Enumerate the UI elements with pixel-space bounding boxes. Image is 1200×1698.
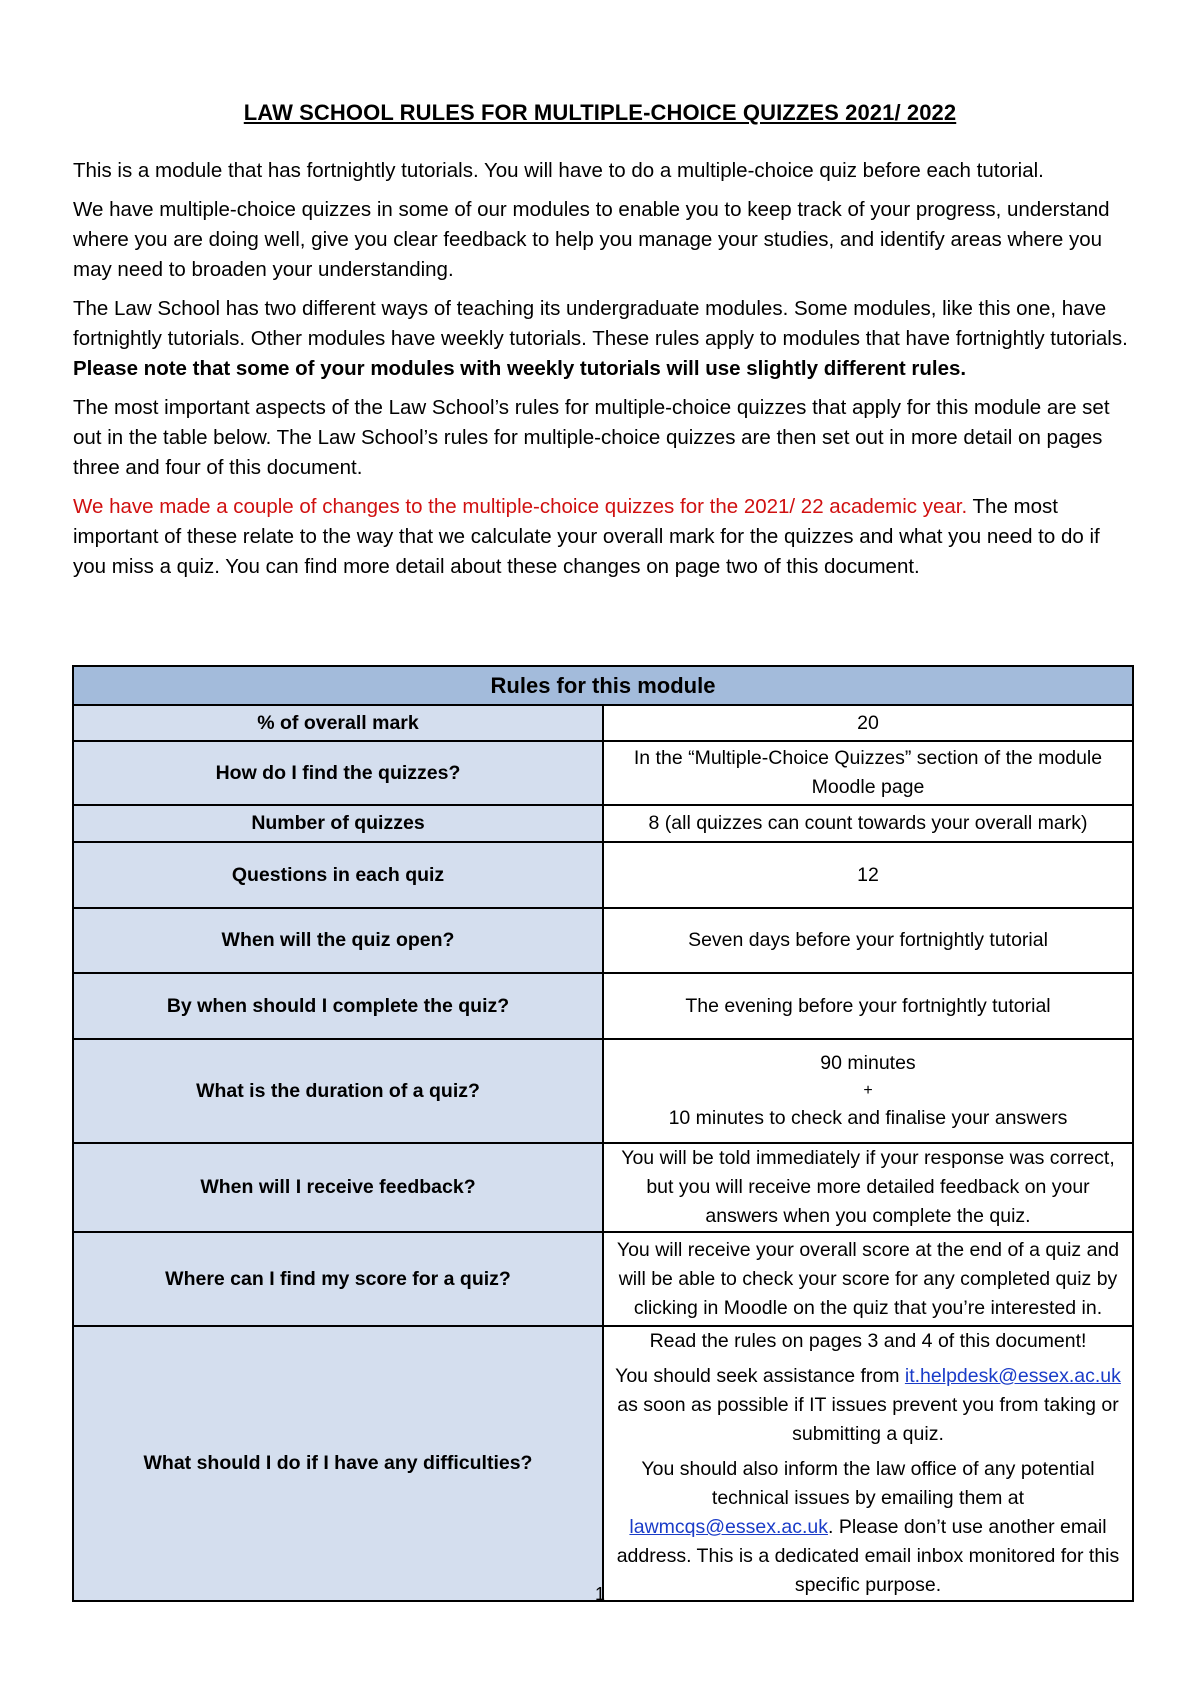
row-label: Questions in each quiz bbox=[73, 842, 603, 908]
helpdesk-text-pre: You should seek assistance from bbox=[615, 1365, 900, 1387]
duration-line-2: 10 minutes to check and finalise your answers bbox=[668, 1107, 1068, 1129]
row-value: You will be told immediately if your response was correct, but you will receive more detailed feedback on your answers when you complete the quiz. bbox=[603, 1143, 1133, 1232]
table-row bbox=[73, 842, 1133, 908]
row-value: 12 bbox=[603, 842, 1133, 908]
intro-paragraph-4: The most important aspects of the Law School’s rules for multiple-choice quizzes that apply for this module are set out in the table below. The Law School’s rules for multiple-choice quizzes are then set out in more detail on pages three and four of this document. bbox=[73, 396, 1110, 479]
lawoffice-text-post: . Please don’t use another email address. This is a dedicated email inbox monitored for this specific purpose. bbox=[616, 1516, 1120, 1596]
table-row bbox=[73, 1039, 1133, 1143]
difficulties-line-1: Read the rules on pages 3 and 4 of this document! bbox=[649, 1330, 1087, 1352]
lawoffice-text-pre: You should also inform the law office of any potential technical issues by emailing them at bbox=[641, 1458, 1095, 1509]
table-row bbox=[73, 1326, 1133, 1601]
row-value: You will receive your overall score at the end of a quiz and will be able to check your score for any completed quiz by clicking in Moodle on the quiz that you’re interested in. bbox=[603, 1232, 1133, 1326]
row-value: In the “Multiple-Choice Quizzes” section of the module Moodle page bbox=[603, 741, 1133, 805]
paragraph-3-text: The Law School has two different ways of teaching its undergraduate modules. Some modules, like this one, have fortnightly tutorials. Other modules have weekly tutorials. These rules apply to modules that have fortnightly tutorials. bbox=[73, 297, 1128, 350]
table-row bbox=[73, 973, 1133, 1039]
row-value-difficulties bbox=[603, 1326, 1133, 1601]
paragraph-3-bold-note: Please note that some of your modules with weekly tutorials will use slightly different rules. bbox=[73, 357, 967, 380]
difficulties-line-3 bbox=[612, 1455, 1124, 1600]
table-heading: Rules for this module bbox=[73, 666, 1133, 705]
page-number: 1 bbox=[594, 1584, 605, 1604]
table-row bbox=[73, 805, 1133, 842]
row-label: By when should I complete the quiz? bbox=[73, 973, 603, 1039]
helpdesk-text-post: as soon as possible if IT issues prevent you from taking or submitting a quiz. bbox=[617, 1394, 1119, 1445]
table-row bbox=[73, 908, 1133, 973]
row-label: When will the quiz open? bbox=[73, 908, 603, 973]
row-value: Seven days before your fortnightly tutorial bbox=[603, 908, 1133, 973]
lawmcqs-email-link[interactable]: lawmcqs@essex.ac.uk bbox=[629, 1516, 828, 1538]
table-row bbox=[73, 705, 1133, 741]
row-label: Number of quizzes bbox=[73, 805, 603, 842]
duration-line-1: 90 minutes bbox=[820, 1052, 916, 1074]
row-label: How do I find the quizzes? bbox=[73, 741, 603, 805]
document-title: LAW SCHOOL RULES FOR MULTIPLE-CHOICE QUIZZES 2021/ 2022 bbox=[243, 100, 957, 125]
row-label: Where can I find my score for a quiz? bbox=[73, 1232, 603, 1326]
row-value-duration bbox=[603, 1039, 1133, 1143]
paragraph-5-text: The most important of these relate to the way that we calculate your overall mark for the quizzes and what you need to do if you miss a quiz. You can find more detail about these changes on page two of this document. bbox=[73, 495, 1100, 578]
row-value: 8 (all quizzes can count towards your overall mark) bbox=[603, 805, 1133, 842]
row-value: The evening before your fortnightly tutorial bbox=[603, 973, 1133, 1039]
row-label: When will I receive feedback? bbox=[73, 1143, 603, 1232]
row-label: % of overall mark bbox=[73, 705, 603, 741]
intro-section bbox=[73, 156, 1133, 591]
intro-paragraph-3 bbox=[73, 294, 1133, 384]
intro-paragraph-5 bbox=[73, 492, 1133, 582]
table-row bbox=[73, 741, 1133, 805]
intro-paragraph-2: We have multiple-choice quizzes in some of our modules to enable you to keep track of your progress, understand where you are doing well, give you clear feedback to help you manage your studies, and identify areas where you may need to broaden your understanding. bbox=[73, 198, 1110, 281]
row-label: What is the duration of a quiz? bbox=[73, 1039, 603, 1143]
table-row bbox=[73, 1143, 1133, 1232]
changes-notice-red: We have made a couple of changes to the multiple-choice quizzes for the 2021/ 22 academic year. bbox=[73, 495, 968, 518]
intro-paragraph-1: This is a module that has fortnightly tutorials. You will have to do a multiple-choice quiz before each tutorial. bbox=[73, 159, 1044, 182]
difficulties-line-2 bbox=[612, 1362, 1124, 1449]
row-value: 20 bbox=[603, 705, 1133, 741]
helpdesk-email-link[interactable]: it.helpdesk@essex.ac.uk bbox=[904, 1365, 1121, 1387]
duration-plus: + bbox=[863, 1082, 873, 1099]
rules-table bbox=[72, 665, 1134, 1602]
table-row bbox=[73, 1232, 1133, 1326]
table-header-row bbox=[73, 666, 1133, 705]
row-label: What should I do if I have any difficulties? bbox=[73, 1326, 603, 1601]
